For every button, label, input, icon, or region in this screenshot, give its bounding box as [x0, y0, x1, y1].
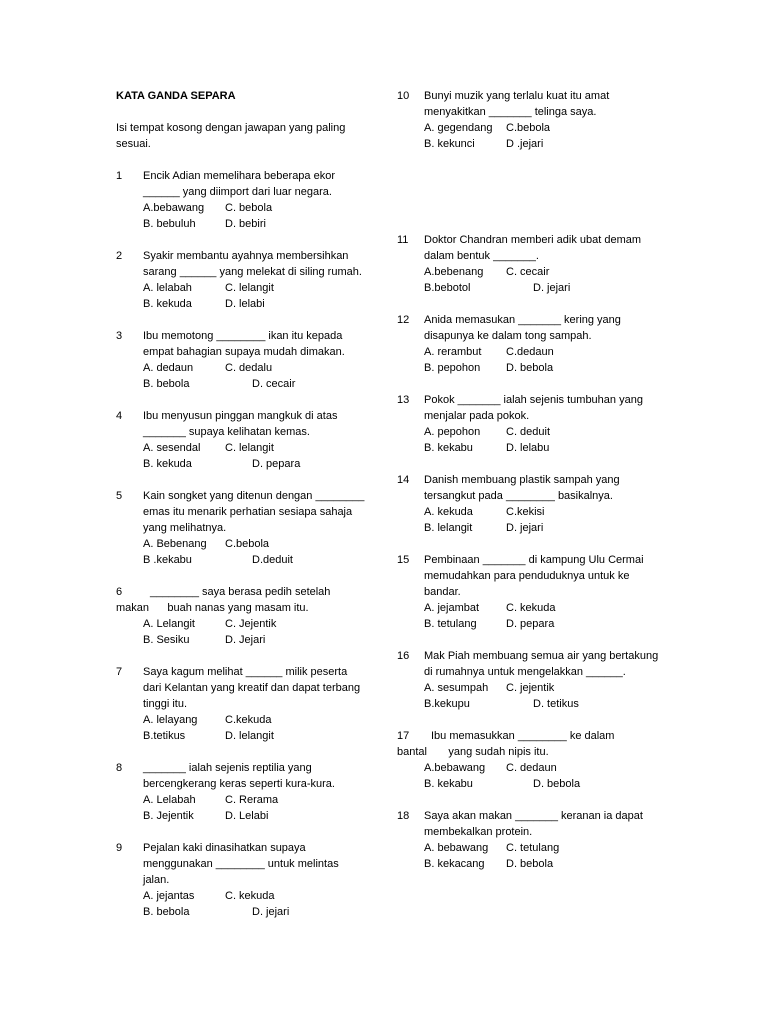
question-number: 15 [397, 554, 410, 566]
option-d: D. bebola [506, 858, 554, 870]
option-d: D. pepara [252, 458, 301, 470]
answer-options [116, 616, 366, 648]
answer-options [397, 680, 662, 712]
question-number: 8 [116, 762, 123, 774]
option-d: D. bebola [506, 362, 554, 374]
right-column [397, 88, 662, 872]
option-c: C. dedaun [506, 762, 557, 774]
option-d: D .jejari [506, 138, 544, 150]
answer-options [116, 440, 366, 472]
question-18 [397, 808, 662, 872]
instructions: Isi tempat kosong dengan jawapan yang paling sesuai. [116, 122, 346, 150]
question-text-line-2: bantal yang sudah nipis itu. [397, 746, 549, 758]
question-1 [116, 168, 366, 232]
answer-options [116, 200, 366, 232]
question-text: Syakir membantu ayahnya membersihkan sarang ______ yang melekat di siling rumah. [143, 250, 362, 278]
option-a: A.bebenang [424, 266, 484, 278]
question-3 [116, 328, 366, 392]
option-b: B. kekacang [424, 858, 485, 870]
option-b: B. kekuda [143, 298, 192, 310]
option-d: D. pepara [506, 618, 555, 630]
question-text: Bunyi muzik yang terlalu kuat itu amat menyakitkan _______ telinga saya. [424, 90, 610, 118]
question-number: 6 [116, 586, 123, 598]
option-c: C. deduit [506, 426, 551, 438]
answer-options [397, 424, 662, 456]
answer-options [116, 792, 366, 824]
question-6 [116, 584, 366, 648]
option-a: A. pepohon [424, 426, 481, 438]
option-c: C. kekuda [506, 602, 556, 614]
question-number: 13 [397, 394, 410, 406]
option-d: D. Lelabi [225, 810, 269, 822]
option-b: B. kekabu [424, 442, 473, 454]
option-d: D. tetikus [533, 698, 579, 710]
left-column [116, 88, 366, 920]
option-c: C. Rerama [225, 794, 279, 806]
question-13 [397, 392, 662, 456]
option-b: B. bebola [143, 906, 190, 918]
option-c: C.kekuda [225, 714, 272, 726]
question-text: Ibu memotong ________ ikan itu kepada empat bahagian supaya mudah dimakan. [143, 330, 345, 358]
option-a: A. Lelangit [143, 618, 195, 630]
answer-options [397, 760, 662, 792]
question-text: Encik Adian memelihara beberapa ekor ______ yang diimport dari luar negara. [143, 170, 336, 198]
option-a: A. rerambut [424, 346, 482, 358]
option-d: D. jejari [506, 522, 544, 534]
question-number: 18 [397, 810, 410, 822]
question-text-line-1: Ibu memasukkan ________ ke dalam [431, 730, 615, 742]
option-a: A. jejambat [424, 602, 480, 614]
answer-options [116, 360, 366, 392]
option-c: C. lelangit [225, 282, 274, 294]
option-b: B.bebotol [424, 282, 471, 294]
option-a: A. lelayang [143, 714, 198, 726]
answer-options [397, 504, 662, 536]
question-number: 7 [116, 666, 123, 678]
option-c: C. cecair [506, 266, 550, 278]
question-12 [397, 312, 662, 376]
option-c: C. jejentik [506, 682, 555, 694]
option-c: C. tetulang [506, 842, 560, 854]
option-a: A.bebawang [424, 762, 486, 774]
option-b: B. kekabu [424, 778, 473, 790]
question-2 [116, 248, 366, 312]
option-c: C. dedalu [225, 362, 273, 374]
question-text: Pembinaan _______ di kampung Ulu Cermai memudahkan para penduduknya untuk ke bandar. [424, 554, 644, 598]
question-17 [397, 728, 662, 792]
question-10 [397, 88, 662, 152]
question-text: Saya kagum melihat ______ milik peserta dari Kelantan yang kreatif dan dapat terbang tinggi itu. [143, 666, 361, 710]
option-b: B. lelangit [424, 522, 473, 534]
question-text: Anida memasukan _______ kering yang disapunya ke dalam tong sampah. [424, 314, 621, 342]
question-number: 11 [397, 234, 409, 246]
question-text: Kain songket yang ditenun dengan ________ emas itu menarik perhatian sesiapa sahaja yang melihatnya. [143, 490, 365, 534]
question-16 [397, 648, 662, 712]
answer-options [397, 120, 662, 152]
answer-options [397, 264, 662, 296]
option-b: B. tetulang [424, 618, 477, 630]
question-7 [116, 664, 366, 744]
option-a: A. sesendal [143, 442, 201, 454]
option-a: A. Lelabah [143, 794, 196, 806]
option-a: A. dedaun [143, 362, 194, 374]
question-4 [116, 408, 366, 472]
option-c: C.dedaun [506, 346, 554, 358]
option-d: D. cecair [252, 378, 296, 390]
question-number: 16 [397, 650, 410, 662]
question-text: Ibu menyusun pinggan mangkuk di atas _______ supaya kelihatan kemas. [143, 410, 338, 438]
answer-options [116, 888, 366, 920]
question-number: 1 [116, 170, 123, 182]
option-d: D. bebiri [225, 218, 266, 230]
option-b: B .kekabu [143, 554, 192, 566]
option-d: D. lelabu [506, 442, 550, 454]
option-b: B. kekuda [143, 458, 192, 470]
question-number: 14 [397, 474, 410, 486]
question-5 [116, 488, 366, 568]
question-text: Saya akan makan _______ keranan ia dapat membekalkan protein. [424, 810, 643, 838]
option-d: D. lelabi [225, 298, 265, 310]
option-d: D. Jejari [225, 634, 266, 646]
option-c: C. bebola [225, 202, 273, 214]
question-text-line-2: makan buah nanas yang masam itu. [116, 602, 309, 614]
question-number: 17 [397, 730, 410, 742]
option-b: B. kekunci [424, 138, 475, 150]
option-c: C.bebola [506, 122, 551, 134]
question-number: 12 [397, 314, 410, 326]
answer-options [116, 712, 366, 744]
question-text: Pokok _______ ialah sejenis tumbuhan yang menjalar pada pokok. [424, 394, 643, 422]
option-c: C.kekisi [506, 506, 545, 518]
option-b: B. pepohon [424, 362, 481, 374]
option-a: A. gegendang [424, 122, 493, 134]
option-a: A. kekuda [424, 506, 473, 518]
option-d: D.deduit [252, 554, 293, 566]
option-c: C. lelangit [225, 442, 274, 454]
option-a: A. sesumpah [424, 682, 489, 694]
question-text: Mak Piah membuang semua air yang bertakung di rumahnya untuk mengelakkan ______. [424, 650, 659, 678]
question-number: 4 [116, 410, 123, 422]
answer-options [397, 600, 662, 632]
option-d: D. jejari [252, 906, 290, 918]
option-a: A. lelabah [143, 282, 192, 294]
question-14 [397, 472, 662, 536]
question-number: 5 [116, 490, 123, 502]
option-d: D. jejari [533, 282, 571, 294]
answer-options [397, 840, 662, 872]
question-9 [116, 840, 366, 920]
option-b: B. Jejentik [143, 810, 194, 822]
option-a: A.bebawang [143, 202, 205, 214]
question-text-line-1: ________ saya berasa pedih setelah [150, 586, 331, 598]
option-c: C.bebola [225, 538, 270, 550]
question-number: 2 [116, 250, 123, 262]
option-d: D. lelangit [225, 730, 274, 742]
question-number: 3 [116, 330, 123, 342]
option-b: B.tetikus [143, 730, 186, 742]
question-text: Danish membuang plastik sampah yang tersangkut pada ________ basikalnya. [424, 474, 620, 502]
option-a: A. Bebenang [143, 538, 207, 550]
option-a: A. bebawang [424, 842, 489, 854]
question-8 [116, 760, 366, 824]
option-c: C. Jejentik [225, 618, 277, 630]
option-d: D. bebola [533, 778, 581, 790]
option-b: B. bebola [143, 378, 190, 390]
answer-options [116, 280, 366, 312]
question-number: 9 [116, 842, 123, 854]
option-b: B.kekupu [424, 698, 470, 710]
option-c: C. kekuda [225, 890, 275, 902]
answer-options [397, 344, 662, 376]
question-number: 10 [397, 90, 410, 102]
question-text: Doktor Chandran memberi adik ubat demam dalam bentuk _______. [424, 234, 642, 262]
answer-options [116, 536, 366, 568]
question-11 [397, 232, 662, 296]
option-a: A. jejantas [143, 890, 195, 902]
question-text: _______ ialah sejenis reptilia yang bercengkerang keras seperti kura-kura. [143, 762, 335, 790]
worksheet-title: KATA GANDA SEPARA [116, 90, 236, 102]
question-text: Pejalan kaki dinasihatkan supaya menggunakan ________ untuk melintas jalan. [143, 842, 339, 886]
option-b: B. bebuluh [143, 218, 196, 230]
option-b: B. Sesiku [143, 634, 190, 646]
question-15 [397, 552, 662, 632]
